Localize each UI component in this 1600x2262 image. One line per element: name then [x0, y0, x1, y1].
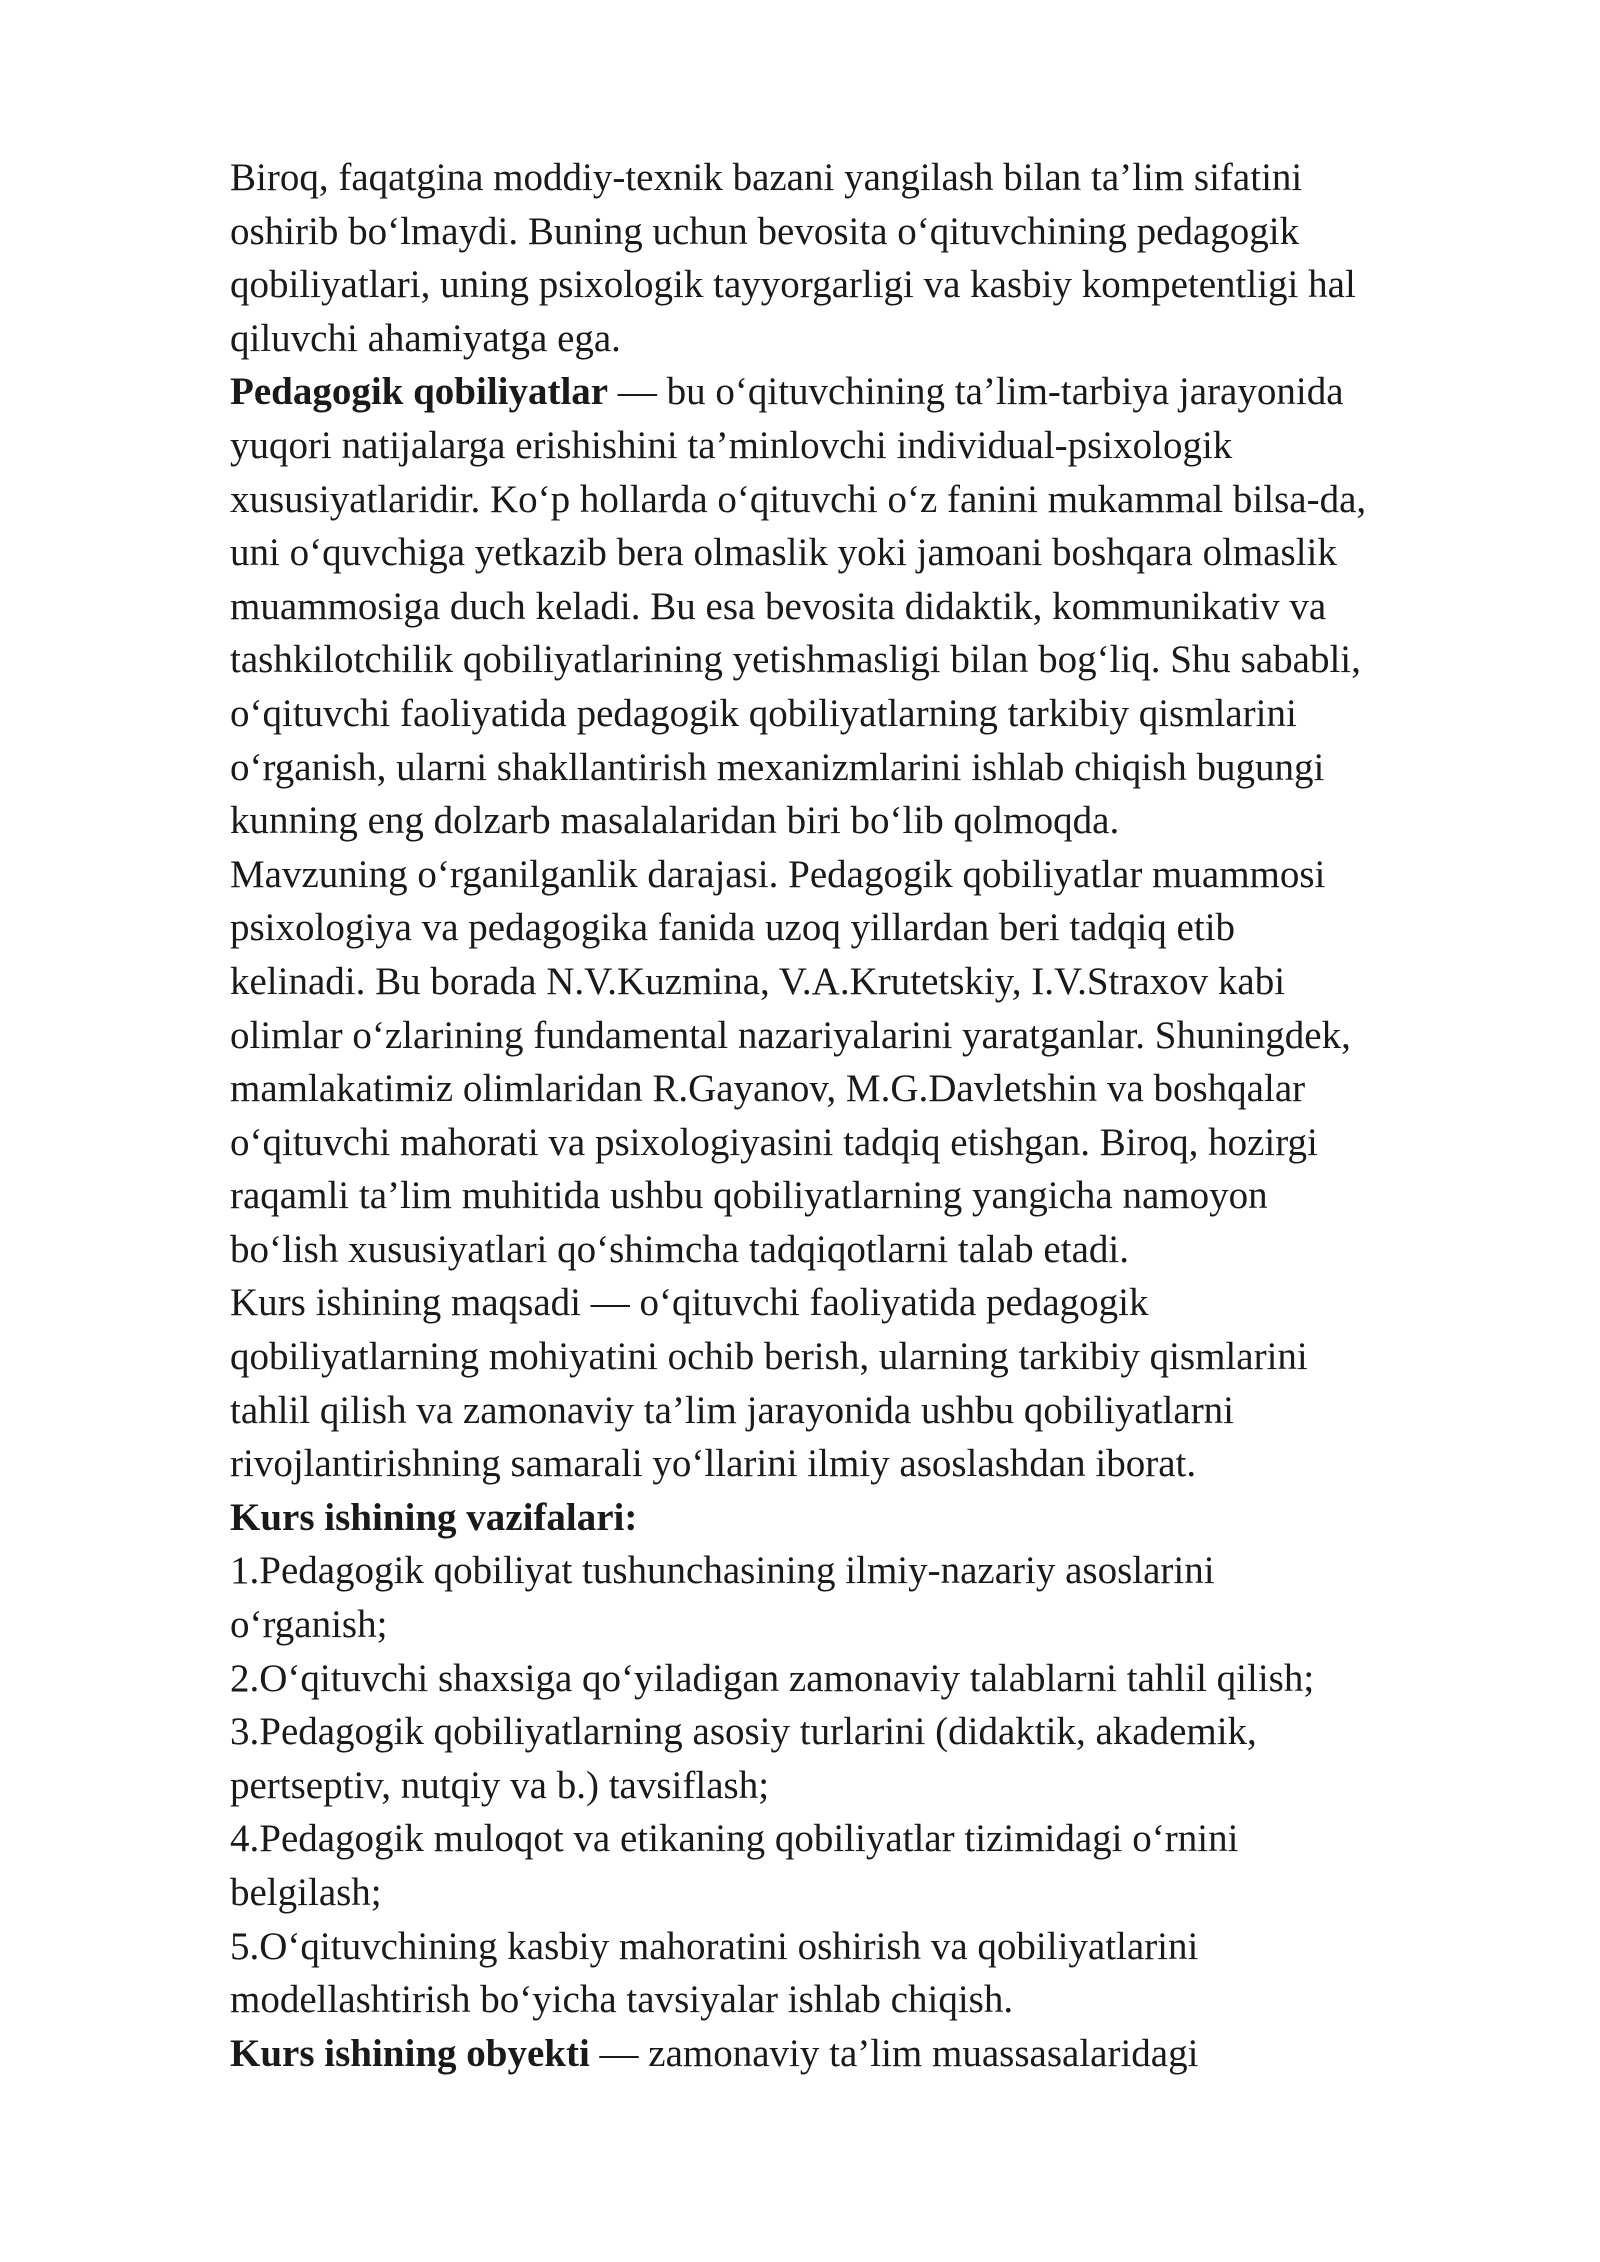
tasks-heading-text: Kurs ishining vazifalari: — [230, 1495, 638, 1539]
paragraph-study-level: Mavzuning o‘rganilganlik darajasi. Pedagogik qobiliyatlar muammosi psixologiya va pedagogika fanida uzoq yillardan beri tadqiq etib kelinadi. Bu borada N.V.Kuzmina, V.A.Krutetskiy, I.V.Straxov kabi olimlar o‘zlarining fundamental nazariyalarini yaratganlar. Shuningdek, mamlakatimiz olimlaridan R.Gayanov, M.G.Davletshin va boshqalar o‘qituvchi mahorati va psixologiyasini tadqiq etishgan. Biroq, hozirgi raqamli ta’lim muhitida ushbu qobiliyatlarning yangicha namoyon bo‘lish xususiyatlari qo‘shimcha tadqiqotlarni talab etadi. — [230, 852, 1351, 1271]
task-item: 4.Pedagogik muloqot va etikaning qobiliyatlar tizimidagi o‘rnini belgilash; — [230, 1817, 1239, 1914]
paragraph-pedagogical-abilities-text: — bu o‘qituvchining ta’lim-tarbiya jarayonida yuqori natijalarga erishishini ta’minlovchi individual-psixologik xususiyatlaridir. Ko‘p hollarda o‘qituvchi o‘z fanini mukammal bilsa-da, uni o‘quvchiga yetkazib bera olmaslik yoki jamoani boshqara olmaslik muammosiga duch keladi. Bu esa bevosita didaktik, kommunikativ va tashkilotchilik qobiliyatlarining yetishmasligi bilan bog‘liq. Shu sababli, o‘qituvchi faoliyatida pedagogik qobiliyatlarning tarkibiy qismlarini o‘rganish, ularni shakllantirish mexanizmlarini ishlab chiqish bugungi kunning eng dolzarb masalalaridan biri bo‘lib qolmoqda. — [230, 370, 1367, 843]
paragraph-intro: Biroq, faqatgina moddiy-texnik bazani yangilash bilan ta’lim sifatini oshirib bo‘lmaydi. Buning uchun bevosita o‘qituvchining pedagogik qobiliyatlari, uning psixologik tayyorgarligi va kasbiy kompetentligi hal qiluvchi ahamiyatga ega. — [230, 156, 1356, 360]
paragraph-goal: Kurs ishining maqsadi — o‘qituvchi faoliyatida pedagogik qobiliyatlarning mohiyatini ochib berish, ularning tarkibiy qismlarini tahlil qilish va zamonaviy ta’lim jarayonida ushbu qobiliyatlarni rivojlantirishning samarali yo‘llarini ilmiy asoslashdan iborat. — [230, 1281, 1308, 1486]
task-item: 1.Pedagogik qobiliyat tushunchasining ilmiy-nazariy asoslarini o‘rganish; — [230, 1549, 1215, 1647]
task-item: 2.O‘qituvchi shaxsiga qo‘yiladigan zamonaviy talablarni tahlil qilish; — [230, 1656, 1315, 1700]
task-item: 3.Pedagogik qobiliyatlarning asosiy turlarini (didaktik, akademik, pertseptiv, nutqiy va b.) tavsiflash; — [230, 1710, 1257, 1807]
document-body — [230, 151, 1510, 2080]
paragraph-pedagogical-abilities — [230, 365, 1510, 847]
paragraph-object-text: — zamonaviy ta’lim muassasalaridagi — [589, 2031, 1199, 2075]
term-pedagogical-abilities: Pedagogik qobiliyatlar — [230, 370, 609, 414]
task-item: 5.O‘qituvchining kasbiy mahoratini oshirish va qobiliyatlarini modellashtirish bo‘yicha tavsiyalar ishlab chiqish. — [230, 1924, 1199, 2022]
term-object: Kurs ishining obyekti — [230, 2031, 590, 2075]
tasks-heading — [230, 1491, 1510, 1545]
paragraph-object — [230, 2027, 1510, 2081]
